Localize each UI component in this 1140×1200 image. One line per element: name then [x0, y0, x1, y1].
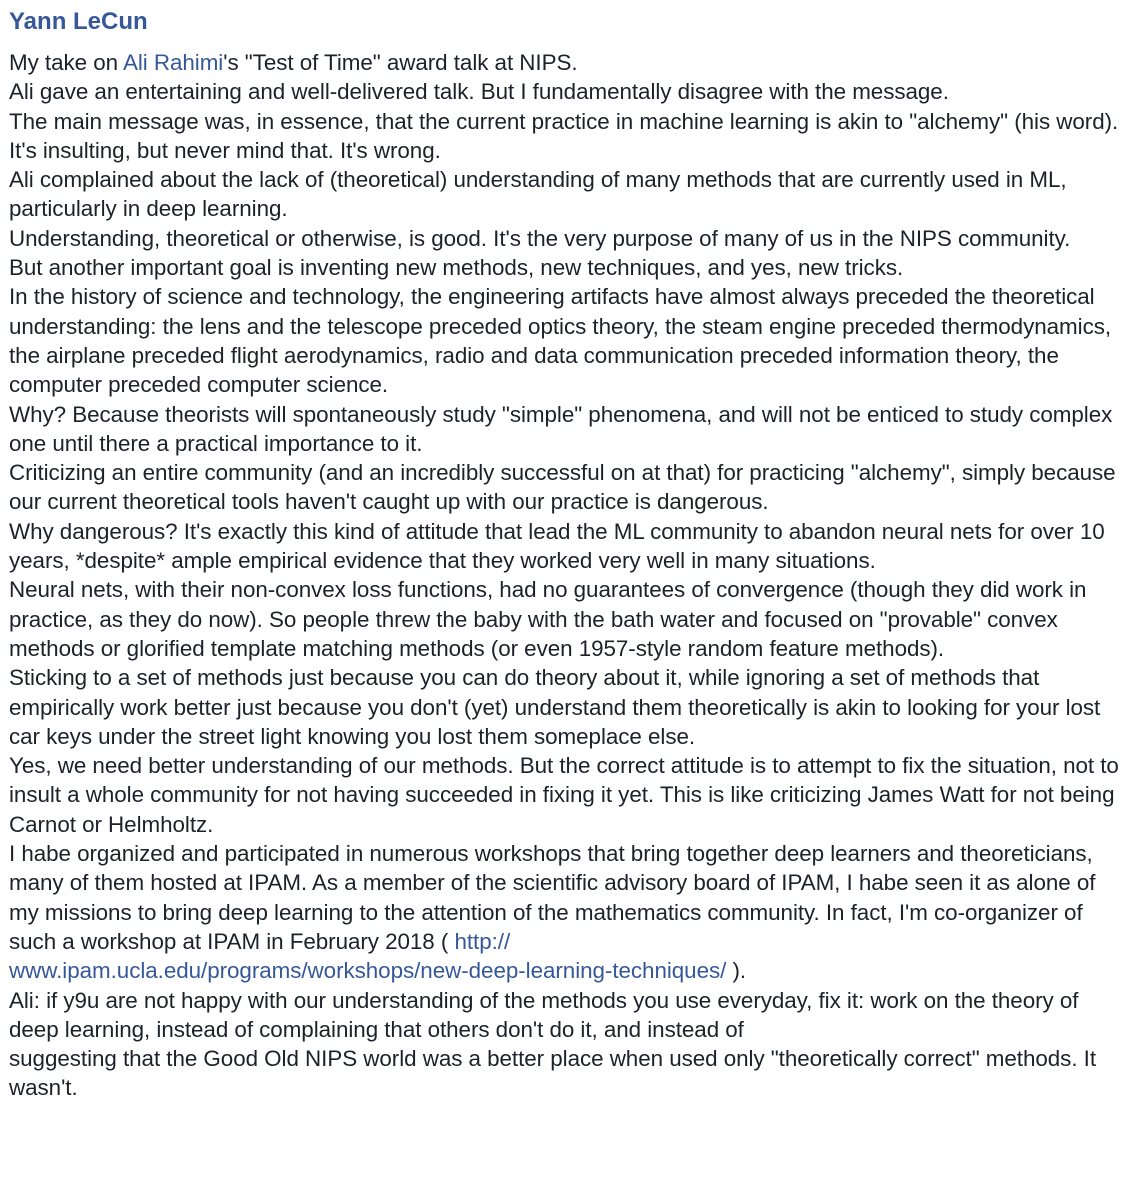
post-closing-line: suggesting that the Good Old NIPS world was a better place when used only "theoretically correct" methods. It wasn't.: [9, 1046, 1097, 1101]
post-workshop-paragraph: [9, 839, 1131, 985]
ipam-link-part1: http://: [454, 928, 511, 954]
post-paragraph: The main message was, in essence, that the current practice in machine learning is akin to "alchemy" (his word).: [9, 108, 1119, 134]
intro-prefix: My take on: [9, 50, 123, 75]
intro-suffix: 's "Test of Time" award talk at NIPS.: [223, 50, 578, 75]
post-paragraph: Ali complained about the lack of (theoretical) understanding of many methods that are currently used in ML, particularly in deep learning.: [9, 167, 1067, 222]
post-paragraph: Ali gave an entertaining and well-delivered talk. But I fundamentally disagree with the message.: [9, 79, 949, 105]
post-paragraph: Neural nets, with their non-convex loss functions, had no guarantees of convergence (though they did work in practice, as they do now). So people threw the baby with the bath water and focused on "provable" convex methods or glorified template matching methods (or even 1957-style random feature methods).: [9, 577, 1087, 661]
post-paragraph: Why dangerous? It's exactly this kind of attitude that lead the ML community to abandon neural nets for over 10 years, *despite* ample empirical evidence that they worked very well in many situations.: [9, 518, 1105, 574]
post-author-name[interactable]: Yann LeCun: [9, 8, 148, 35]
ipam-link-part2: www.ipam.ucla.edu/programs/workshops/new-deep-learning-techniques/: [9, 958, 727, 984]
post-paragraph: Yes, we need better understanding of our methods. But the correct attitude is to attempt to fix the situation, not to insult a whole community for not having succeeded in fixing it yet. This is like criticizing James Watt for not being Carnot or Helmholtz.: [9, 753, 1119, 837]
post-intro: [9, 48, 1131, 77]
post-paragraph: In the history of science and technology, the engineering artifacts have almost always preceded the theoretical understanding: the lens and the telescope preceded optics theory, the steam engine preceded thermodynamics, the airplane preceded flight aerodynamics, radio and data communication preceded information theory, the computer preceded computer science.: [9, 284, 1112, 398]
workshop-text: I habe organized and participated in numerous workshops that bring together deep learners and theoreticians, many of them hosted at IPAM. As a member of the scientific advisory board of IPAM, I habe seen it as alone of my missions to bring deep learning to the attention of the mathematics community. In fact, I'm co-organizer of such a workshop at IPAM in February 2018 (: [9, 841, 1096, 954]
post-body: [9, 48, 1131, 1103]
post-closing-line: Ali: if y9u are not happy with our understanding of the methods you use everyday, fix it: work on the theory of deep learning, instead of complaining that others don't do it, and instead of: [9, 987, 1079, 1042]
post-paragraph: Understanding, theoretical or otherwise, is good. It's the very purpose of many of us in the NIPS community.: [9, 225, 1071, 251]
mention-ali-rahimi-link[interactable]: Ali Rahimi: [122, 50, 224, 75]
post-paragraph: Why? Because theorists will spontaneously study "simple" phenomena, and will not be enticed to study complex one until there a practical importance to it.: [9, 401, 1113, 456]
post-paragraph: Criticizing an entire community (and an incredibly successful on at that) for practicing "alchemy", simply because our current theoretical tools haven't caught up with our practice is dangerous.: [9, 460, 1116, 515]
post-paragraph: It's insulting, but never mind that. It's wrong.: [9, 137, 441, 163]
post-paragraph: Sticking to a set of methods just because you can do theory about it, while ignoring a set of methods that empirically work better just because you don't (yet) understand them theoretically is akin to looking for your lost car keys under the street light knowing you lost them someplace else.: [9, 665, 1101, 749]
post-paragraph: But another important goal is inventing new methods, new techniques, and yes, new tricks.: [9, 255, 904, 281]
workshop-suffix: ).: [726, 958, 747, 984]
